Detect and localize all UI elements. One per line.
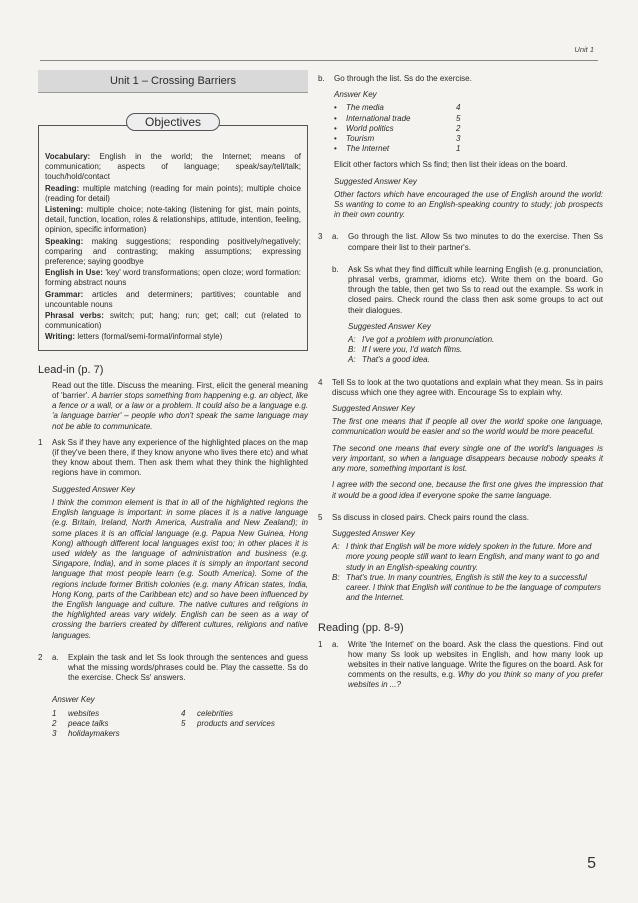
exercise-number: 5 — [318, 512, 323, 522]
leadin-heading: Lead-in (p. 7) — [38, 363, 104, 376]
exercise-3b — [318, 265, 603, 372]
answer-number: 5 — [181, 718, 186, 728]
key-text: I think the common element is that in all of the highlighted regions the English language is important: in some places it is a native language (e.g. Britain, Ireland, North America, Australia and New Zealand); in some places it is an official language (e.g. Papua New Guinea, Hong Kong) although different local languages exist too; in other places it is used widely as the language of administration and business (e.g. Singapore, India), and in some places it is simply an important second language that most people learn (e.g. South America). Some of the regions include former British colonies (e.g. many African states, India, Hong Kong, parts of the Caribbean etc) and so have been influenced by the English language and culture. The native cultures and religions in the highlighted areas vary widely. English can be seen as a way of crossing the barriers created by different cultures, religions and native languages. — [52, 497, 308, 640]
key-label: Suggested Answer Key — [332, 404, 415, 414]
exercise-letter: a. — [332, 232, 339, 242]
exercise-letter: b. — [318, 74, 325, 83]
objective-text: articles and determiners; partitives; countable and uncountable nouns — [45, 289, 301, 309]
answer-text: holidaymakers — [68, 728, 120, 738]
objective-text: multiple choice; note-taking (listening for gist, main points, detail, function, location, roles & relationships, attitude, intention, feeling, opinion, specific information) — [45, 205, 301, 235]
reading-plain: Write 'the Internet' on the board. Ask the class the questions. Find out how many Ss look up websites in English, and how many look up websites in their native language. Write the figures on the board. Ask for comments on the results, e.g. — [348, 639, 603, 680]
answer-number: 3 — [52, 728, 57, 738]
answer-text — [197, 729, 308, 739]
bullet-icon: • — [334, 144, 337, 154]
list-item-value: 3 — [456, 134, 461, 144]
answer-number: 2 — [52, 718, 57, 728]
objective-item — [45, 205, 301, 236]
exercise-4 — [318, 378, 603, 507]
dialogue — [348, 335, 603, 366]
speaker: A: — [348, 335, 356, 345]
objective-text: letters (formal/semi-formal/informal style) — [77, 332, 223, 342]
answer-number: 4 — [181, 708, 186, 718]
page-number: 5 — [587, 855, 596, 872]
reading-heading: Reading (pp. 8-9) — [318, 622, 404, 635]
speech: If I were you, I'd watch films. — [362, 345, 463, 355]
header-rule — [40, 60, 598, 61]
objective-text: multiple matching (reading for main points); multiple choice (reading for detail) — [45, 183, 301, 203]
exercise-2-key — [38, 695, 308, 739]
exercise-text: Tell Ss to look at the two quotations and explain what they mean. Ss in pairs discuss which one they agree with. Encourage Ss to explain why. — [332, 377, 603, 397]
answer-number — [181, 729, 195, 739]
list-item-value: 1 — [456, 144, 461, 154]
exercise-text: Go through the list. Allow Ss two minutes to do the exercise. Then Ss compare their list to their partner's. — [348, 232, 603, 252]
leadin-paragraph — [38, 381, 308, 432]
objective-label: Speaking: — [45, 236, 84, 246]
answer-text: celebrities — [197, 708, 234, 718]
exercise-text: Go through the list. Ss do the exercise. — [334, 74, 472, 83]
list-item-label: The media — [346, 103, 384, 113]
exercise-text: Ask Ss if they have any experience of the highlighted places on the map (if they've been there, if they know anyone who lives there etc) and what they know about them. Then ask them what they think the highlighted regions have in common. — [52, 437, 308, 478]
objective-label: Vocabulary: — [45, 152, 91, 161]
exercise-letter: a. — [332, 639, 339, 649]
dialogue — [332, 542, 603, 603]
answer-text: websites — [68, 708, 100, 718]
list-item — [334, 124, 603, 134]
exercise-text: Ss discuss in closed pairs. Check pairs round the class. — [332, 512, 529, 522]
objective-text: switch; put; hang; run; get; call; cut (related to communication) — [45, 311, 302, 331]
list-item-label: The Internet — [346, 144, 390, 154]
objective-label: Listening: — [45, 205, 84, 215]
objective-item — [45, 311, 301, 331]
exercise-number: 4 — [318, 377, 323, 387]
speaker: A: — [348, 355, 356, 365]
exercise-2 — [38, 653, 308, 690]
list-item — [334, 134, 603, 144]
objective-item — [45, 184, 301, 204]
objectives-title: Objectives — [126, 113, 220, 131]
elicit-text: Elicit other factors which Ss find; then list their ideas on the board. — [334, 160, 568, 170]
unit-header: Unit 1 — [574, 45, 594, 54]
objective-label: Phrasal verbs: — [45, 311, 104, 321]
objectives-box — [38, 115, 308, 351]
objective-item — [45, 268, 301, 288]
key-label: Suggested Answer Key — [334, 176, 417, 186]
objective-item — [45, 152, 301, 183]
answer-text: products and services — [197, 718, 275, 728]
objectives-list — [45, 152, 301, 343]
list-item-label: Tourism — [346, 134, 375, 144]
objective-label: Grammar: — [45, 289, 84, 299]
key-label: Suggested Answer Key — [348, 321, 431, 331]
key-text: I agree with the second one, because the first one gives the impression that it would be a good idea if everyone spoke the same language. — [332, 480, 603, 500]
right-column — [318, 70, 603, 703]
key-label: Answer Key — [334, 90, 377, 100]
exercise-letter: a. — [52, 652, 59, 662]
objective-text: English in the world; the Internet; means of communication; aspects of language; speak/say/tell/talk; touch/hold/contact — [45, 152, 301, 182]
speaker: B: — [348, 345, 356, 355]
answer-grid — [52, 709, 308, 740]
leadin-text: Read out the title. Discuss the meaning. First, elicit the general meaning of 'barrier'. — [52, 380, 308, 401]
list-item — [334, 114, 603, 124]
answer-number: 1 — [52, 708, 57, 718]
list-item-value: 4 — [456, 103, 461, 113]
exercise-5 — [318, 513, 603, 610]
list-item-value: 2 — [456, 123, 461, 133]
objective-label: English in Use: — [45, 268, 103, 278]
key-text: Other factors which have encouraged the use of English around the world: Ss wanting to come to an English-speaking country to study; job prospects in their own country. — [334, 189, 603, 220]
exercise-number: 1 — [318, 639, 323, 649]
speech: I've got a problem with pronunciation. — [362, 335, 495, 345]
list-item — [334, 144, 603, 154]
left-column — [38, 70, 308, 739]
objective-text: making suggestions; responding positively/negatively; comparing and contrasting; making assumptions; expressing preference; saying goodbye — [45, 236, 301, 267]
reading-text — [348, 640, 603, 691]
list-item-label: International trade — [346, 113, 411, 123]
list-item-label: World politics — [346, 123, 394, 133]
unit-title: Unit 1 – Crossing Barriers — [38, 70, 308, 93]
reading-exercise-1 — [318, 640, 603, 697]
objective-item — [45, 332, 301, 342]
exercise-text: Explain the task and let Ss look through the sentences and guess what the missing words/phrases could be. Play the cassette. Ss do the exercise. Check Ss' answers. — [68, 652, 308, 683]
speech: That's a good idea. — [362, 355, 430, 365]
exercise-1b — [318, 74, 603, 226]
objective-item — [45, 237, 301, 268]
exercise-letter: b. — [332, 264, 339, 274]
speech: I think that English will be more widely spoken in the future. More and more young people still want to learn English, and many want to go and study in an English-speaking country. — [346, 542, 600, 572]
key-text: The first one means that if people all over the world spoke one language, communication would be easier and so the world would be more peaceful. — [332, 417, 603, 437]
exercise-number: 3 — [318, 232, 323, 242]
key-label: Answer Key — [52, 695, 95, 705]
reading-italic: Why do you think so many of you prefer websites in ...? — [348, 670, 604, 690]
exercise-number: 1 — [38, 437, 43, 447]
key-label: Suggested Answer Key — [52, 484, 135, 494]
bullet-icon: • — [334, 134, 337, 144]
exercise-3a — [318, 232, 603, 258]
objective-text: 'key' word transformations; open cloze; word formation: forming abstract nouns — [45, 268, 302, 288]
bullet-icon: • — [334, 123, 337, 133]
key-text: The second one means that every single one of the world's languages is very important, so when a language disappears because nobody speaks it any more, something important is lost. — [332, 443, 603, 474]
speaker: A: — [332, 542, 340, 552]
list-item-value: 5 — [456, 113, 461, 123]
speaker: B: — [332, 572, 340, 582]
answer-text: peace talks — [68, 718, 109, 728]
bullet-icon: • — [334, 113, 337, 123]
answer-list — [334, 103, 603, 154]
objective-item — [45, 290, 301, 310]
key-label: Suggested Answer Key — [332, 528, 415, 538]
objective-label: Reading: — [45, 183, 80, 193]
objective-label: Writing: — [45, 332, 76, 342]
list-item — [334, 103, 603, 113]
bullet-icon: • — [334, 103, 337, 113]
exercise-1 — [38, 438, 308, 647]
leadin-italic: A barrier stops something from happening e.g. an object, like a fence or a wall, or a law or a problem. It could also be a language e.g. 'a language barrier' – people who don't speak the same language may not be able to communicate. — [52, 391, 308, 431]
exercise-number: 2 — [38, 652, 43, 662]
exercise-text: Ask Ss what they find difficult while learning English (e.g. pronunciation, phrasal verbs, grammar, idioms etc). Write them on the board. Go through the table, then get two Ss to read out the example. Ss work in closed pairs. Check round the class then ask some groups to act out their dialogues. — [348, 264, 603, 315]
speech: That's true. In many countries, English is still the key to a successful career. I think that English will continue to be the language of computers and the Internet. — [346, 572, 601, 603]
